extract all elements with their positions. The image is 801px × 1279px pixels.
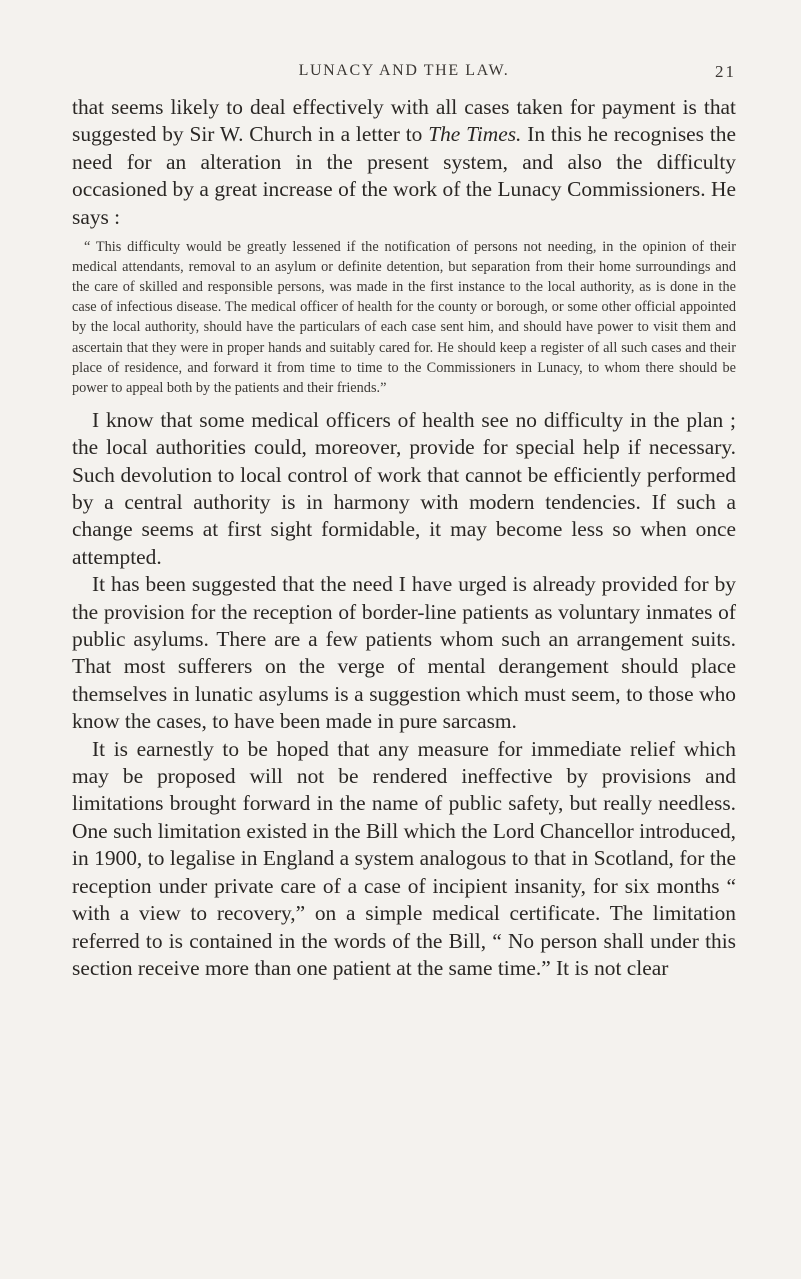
paragraph: It has been suggested that the need I have urged is already provided for by the provision for the reception of border-line patients as voluntary inmates of public asylums. There are a few patients whom such an arrangement suits. That most sufferers on the verge of mental derangement should place themselves in lunatic asylums is a suggestion which must seem, to those who know the cases, to have been made in pure sarcasm. (72, 572, 736, 734)
body-text (72, 94, 736, 982)
paragraph-continued (72, 94, 736, 231)
newspaper-title: The Times. (428, 122, 522, 147)
paragraph-text: that seems likely to deal effectively with all cases taken for payment is that suggested by Sir W. Church in a letter to (72, 95, 736, 147)
page-number: 21 (715, 62, 736, 81)
block-quote: “ This difficulty would be greatly lessened if the notification of persons not needing, in the opinion of their medical attendants, removal to an asylum or definite detention, but separation from their home surroundings and the care of skilled and responsible persons, was made in the first instance to the local authority, as is done in the case of infectious disease. The medical officer of health for the county or borough, or some other official appointed by the local authority, should have the particulars of each case sent him, and should have power to visit them and ascertain that they were in proper hands and suitably cared for. He should keep a register of all such cases and their place of residence, and forward it from time to time to the Commissioners in Lunacy, to whom there should be power to appeal both by the patients and their friends.” (72, 239, 736, 396)
running-title: LUNACY AND THE LAW. (298, 62, 510, 79)
paragraph: It is earnestly to be hoped that any measure for immediate relief which may be proposed will not be rendered ineffective by provisions and limitations brought forward in the name of public safety, but really needless. One such limitation existed in the Bill which the Lord Chancellor introduced, in 1900, to legalise in England a system analogous to that in Scotland, for the reception under private care of a case of incipient insanity, for six months “ with a view to recovery,” on a simple medical certificate. The limitation referred to is contained in the words of the Bill, “ No person shall under this section receive more than one patient at the same time.” It is not clear (72, 736, 736, 980)
paragraph: I know that some medical officers of health see no difficulty in the plan ; the local authorities could, moreover, provide for special help if necessary. Such devolution to local control of work that cannot be efficiently performed by a central authority is in harmony with modern tendencies. If such a change seems at first sight formidable, it may become less so when once attempted. (72, 407, 736, 569)
paragraph-text: In this he recognises the need for an alteration in the present system, and also the difficulty occasioned by a great increase of the work of the Lunacy Commissioners. He says : (72, 122, 736, 229)
running-header (72, 62, 736, 86)
